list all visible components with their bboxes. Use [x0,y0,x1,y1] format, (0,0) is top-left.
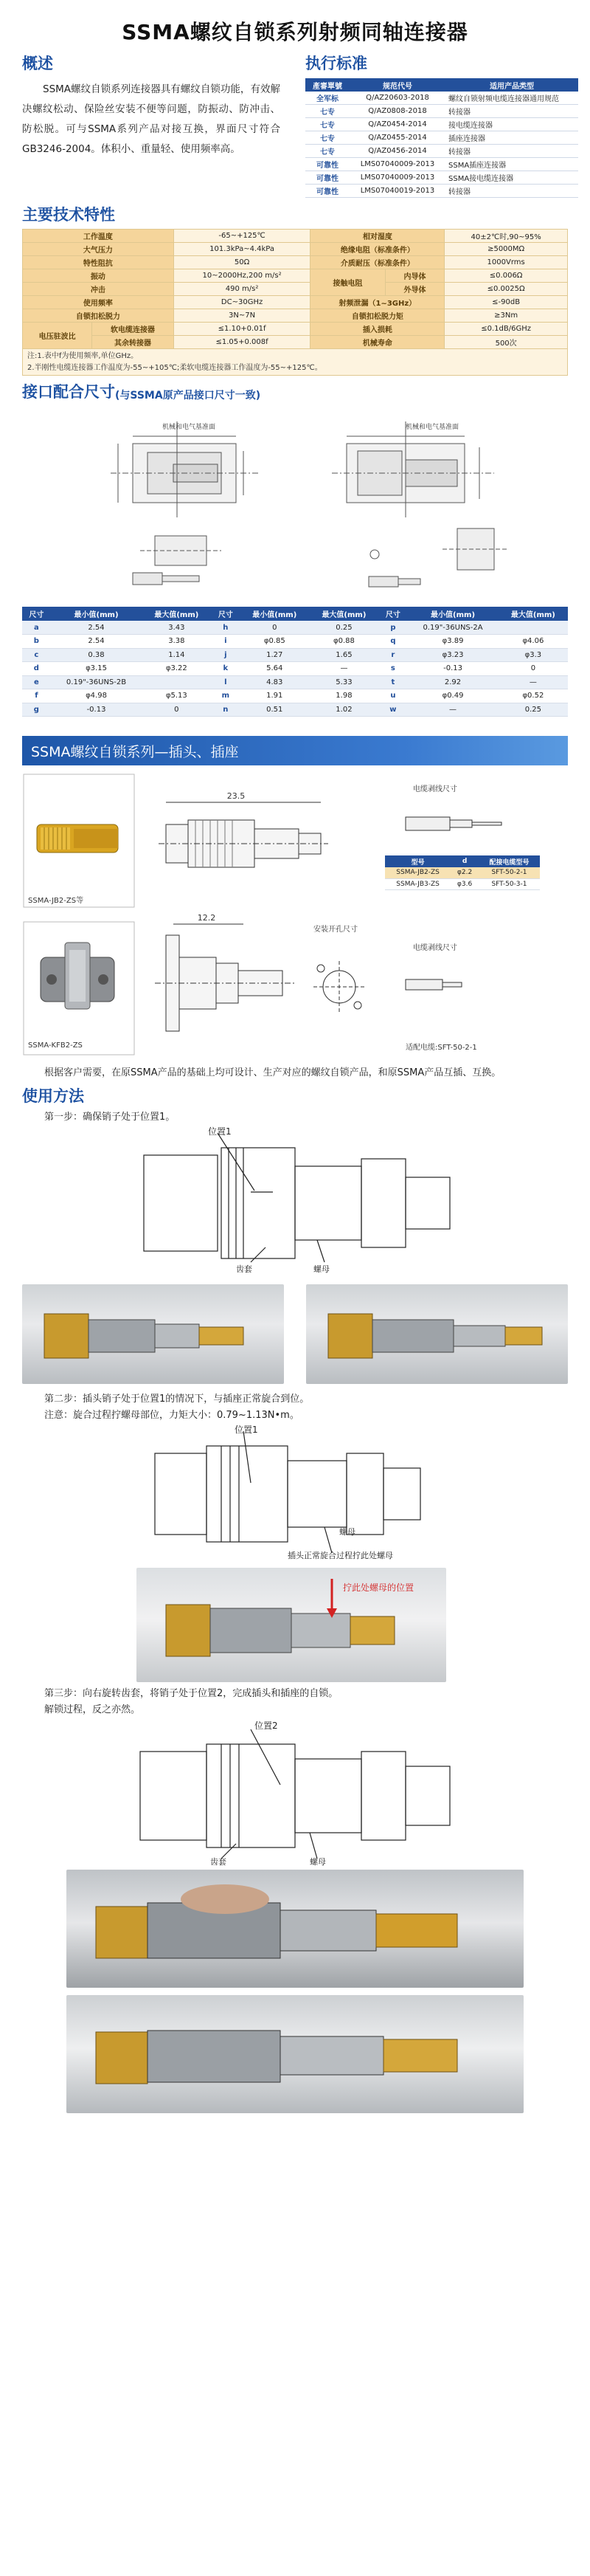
cell: 1.98 [309,689,378,703]
cell: ≥5000MΩ [445,243,568,256]
cell: φ4.06 [499,635,568,649]
step-2-figure [0,1424,590,1564]
cell: φ3.22 [142,662,211,676]
cell: ≤0.006Ω [445,269,568,283]
strip-title: 电缆剥线尺寸 [413,944,457,952]
cell: 0.25 [309,621,378,635]
nut-label: 螺母 [310,1857,326,1866]
cell: h [211,621,240,635]
cell: Q/AZ0456-2014 [350,145,445,158]
cell: SSMA接电缆连接器 [445,171,578,185]
product-area [22,765,568,1061]
cell: 0.51 [240,703,309,717]
cell: -65~+125℃ [173,230,310,243]
cell: 软电缆连接器 [92,323,173,336]
table-row [22,635,568,649]
cell: SSMA插座连接器 [445,158,578,171]
cell: l [211,675,240,689]
nut-label: 螺母 [339,1527,355,1537]
cell: 工作温度 [23,230,174,243]
cell: φ0.52 [499,689,568,703]
cell: 插入损耗 [310,323,445,336]
table-row [22,689,568,703]
cell: t [379,675,408,689]
strip-drawing [406,979,462,990]
cell: 机械寿命 [310,336,445,349]
table-row [23,230,568,243]
table-row [385,867,540,878]
cell: 40±2℃时,90~95% [445,230,568,243]
cell: ≤1.10+0.01f [173,323,310,336]
cell: 自锁扣松脱力矩 [310,309,445,323]
cell: 5.64 [240,662,309,676]
cell: SFT-50-3-1 [479,878,540,889]
cell: 0 [142,703,211,717]
dim-label: 23.5 [226,791,246,801]
interface-drawing [22,407,568,602]
cell: g [22,703,51,717]
cell: SFT-50-2-1 [479,867,540,878]
table-row [385,878,540,889]
table-row [23,349,568,376]
cell: 射频泄漏（1~3GHz） [310,296,445,309]
cell: 1.65 [309,648,378,662]
step-1-photos [0,1277,590,1391]
cell: 七专 [305,131,350,145]
cell: ≤-90dB [445,296,568,309]
cell: 转接器 [445,105,578,118]
cell: 4.83 [240,675,309,689]
mount-title: 安装开孔尺寸 [313,926,358,934]
ref-plane-label: 机械和电气基准面 [162,424,216,431]
table-row [22,648,568,662]
cell: 2.54 [51,621,142,635]
cell: — [407,703,499,717]
cable-table [385,855,540,890]
table-row [305,145,578,158]
gear-label: 齿套 [210,1857,226,1866]
spec-notes: 注:1.表中f为使用频率,单位GHz。 2.半刚性电缆连接器工作温度为-55~+105℃;柔软电缆连接器工作温度为-55~+125℃。 [23,349,568,376]
cell: n [211,703,240,717]
cell: φ3.23 [407,648,499,662]
nut-label: 螺母 [313,1264,330,1274]
cell: 2.92 [407,675,499,689]
cable-header: 配接电缆型号 [479,855,540,867]
cell: w [379,703,408,717]
cell: SSMA-JB3-ZS [385,878,451,889]
overview-text: SSMA螺纹自锁系列连接器具有螺纹自锁功能，有效解决螺纹松动、保险丝安装不便等问题，防振动、防冲击、防松脱。可与SSMA系列产品对接互换，界面尺寸符合GB3246-2004。体积小、重量轻、使用频率高。 [22,83,280,155]
step-3-drawing [0,1718,590,1866]
cable-note: 适配电缆:SFT-50-2-1 [406,1044,477,1052]
cell: 0 [240,621,309,635]
usage-heading: 使用方法 [22,1087,84,1105]
table-row [305,185,578,198]
cell: c [22,648,51,662]
gold-plug-photo [37,824,118,853]
cell: 全军标 [305,92,350,105]
cell: 接电缆连接器 [445,118,578,131]
cell: LMS07040009-2013 [350,158,445,171]
cell: 2.54 [51,635,142,649]
cell: ≤1.05+0.008f [173,336,310,349]
cell: 3.43 [142,621,211,635]
cell: φ3.3 [499,648,568,662]
standards-section [295,52,590,199]
cell: u [379,689,408,703]
cell: 0.25 [499,703,568,717]
cell: 5.33 [309,675,378,689]
cell: φ0.49 [407,689,499,703]
cell: 转接器 [445,185,578,198]
step-1-drawing [0,1126,590,1277]
table-row [305,118,578,131]
cell: 0 [499,662,568,676]
cell: 1.14 [142,648,211,662]
cell: d [22,662,51,676]
cell: k [211,662,240,676]
cell: 0.38 [51,648,142,662]
cell: Q/AZ0808-2018 [350,105,445,118]
interface-drawing-svg [22,407,568,602]
table-row [23,269,568,283]
cell: 1.02 [309,703,378,717]
step-1-photo-b [306,1284,568,1384]
cell: φ5.13 [142,689,211,703]
cell: 绝缘电阻（标准条件） [310,243,445,256]
cell: 其余转接器 [92,336,173,349]
usage-heading-wrap [0,1081,590,1109]
table-row [22,703,568,717]
table-row [22,675,568,689]
product-label: SSMA-KFB2-ZS [28,1041,83,1050]
step-2-drawing [0,1424,590,1564]
table-row [23,256,568,269]
table-row [305,171,578,185]
tech-heading-wrap [0,199,590,229]
step-1-text: 第一步：确保销子处于位置1。 [44,1112,176,1123]
dims-header: 最大值(mm) [309,607,378,621]
page-title: SSMA螺纹自锁系列射频同轴连接器 [122,20,468,44]
cell: 0.19"-36UNS-2B [51,675,142,689]
tech-heading: 主要技术特性 [22,206,115,224]
position-label: 位置1 [208,1126,232,1137]
step-1-photo-a [22,1284,284,1384]
dims-header: 最大值(mm) [499,607,568,621]
step-3-text: 第三步：向右旋转齿套，将销子处于位置2，完成插头和插座的自锁。 [44,1688,339,1699]
cell: 转接器 [445,145,578,158]
dims-header: 尺寸 [211,607,240,621]
product-drawings-svg [22,765,568,1061]
dims-header: 尺寸 [379,607,408,621]
cell: 3N~7N [173,309,310,323]
cell: SSMA-JB2-ZS [385,867,451,878]
cell: 七专 [305,118,350,131]
cell: 可靠性 [305,185,350,198]
cell [142,675,211,689]
cell: 1000Vrms [445,256,568,269]
cell: Q/AZ20603-2018 [350,92,445,105]
dims-heading-wrap [0,376,590,407]
ref-plane-label: 机械和电气基准面 [406,424,459,431]
cell: 外导体 [385,283,445,296]
cell: ≤0.1dB/6GHz [445,323,568,336]
cell: 1.91 [240,689,309,703]
cell: 50Ω [173,256,310,269]
position-label: 位置2 [254,1721,278,1731]
cell: b [22,635,51,649]
table-row [305,131,578,145]
male-interface-drawing [332,421,509,587]
step-3-photo-a-wrap [0,1866,590,1991]
step-2-photo [136,1568,446,1682]
dims-table [22,607,568,717]
cell: 101.3kPa~4.4kPa [173,243,310,256]
step-3-note: 解锁过程，反之亦然。 [44,1704,141,1715]
strip-drawing [406,817,502,830]
dims-header: 最大值(mm) [142,607,211,621]
table-row [23,283,568,296]
cell: a [22,621,51,635]
cell: -0.13 [51,703,142,717]
cell: 相对湿度 [310,230,445,243]
cell: j [211,648,240,662]
cell: LMS07040019-2013 [350,185,445,198]
cell: 500次 [445,336,568,349]
cell: 0.19"-36UNS-2A [407,621,499,635]
table-row [305,158,578,171]
cell: Q/AZ0455-2014 [350,131,445,145]
series-description: 根据客户需要，在原SSMA产品的基础上均可设计、生产对应的螺纹自锁产品，和原SSMA产品互插、互换。 [44,1067,502,1078]
cell: 大气压力 [23,243,174,256]
cell: -0.13 [407,662,499,676]
step-2-note: 注意：旋合过程拧螺母部位，力矩大小：0.79~1.13N•m。 [44,1410,299,1421]
spec-table [22,229,568,376]
table-row [22,621,568,635]
table-row [305,105,578,118]
cell: φ3.15 [51,662,142,676]
female-interface-drawing [111,421,258,585]
photo-note: 拧此处螺母的位置 [343,1583,414,1593]
nut-note-label: 插头正常旋合过程拧此处螺母 [288,1551,393,1560]
cell: DC~30GHz [173,296,310,309]
plug-drawing [159,802,328,867]
cell: φ3.6 [451,878,479,889]
table-row [23,243,568,256]
step-1-figure [0,1126,590,1277]
cell [499,621,568,635]
dims-header: 尺寸 [22,607,51,621]
cell: 内导体 [385,269,445,283]
cell: 1.27 [240,648,309,662]
standards-table [305,78,578,198]
overview-section [0,52,295,199]
step-3-photo-b-wrap [0,1991,590,2117]
cell: 10~2000Hz,200 m/s² [173,269,310,283]
product-label: SSMA-JB2-ZS等 [28,897,84,905]
table-row [23,296,568,309]
cell: φ0.85 [240,635,309,649]
cell: 特性阻抗 [23,256,174,269]
cell: Q/AZ0454-2014 [350,118,445,131]
standards-heading: 执行标准 [305,55,367,72]
cell: 可靠性 [305,171,350,185]
cell: ≥3Nm [445,309,568,323]
table-row [23,323,568,336]
cell: 介质耐压（标准条件） [310,256,445,269]
standards-header: 规范代号 [350,78,445,92]
position-label: 位置1 [235,1425,258,1435]
cell: — [499,675,568,689]
socket-drawing [155,924,295,1031]
strip-title: 电缆剥线尺寸 [413,785,457,793]
cell: 接触电阻 [310,269,385,296]
cell: 490 m/s² [173,283,310,296]
cell: φ4.98 [51,689,142,703]
cell: e [22,675,51,689]
cell: 冲击 [23,283,174,296]
dims-header: 最小值(mm) [51,607,142,621]
dims-header: 最小值(mm) [240,607,309,621]
table-row [23,336,568,349]
cell: 振动 [23,269,174,283]
cell: p [379,621,408,635]
step-3-photo-b [66,1995,524,2113]
cell: 使用频率 [23,296,174,309]
gear-label: 齿套 [236,1264,252,1274]
top-section [0,52,590,199]
series-banner: SSMA螺纹自锁系列—插头、插座 [22,736,568,765]
cell: φ0.88 [309,635,378,649]
step-3-figure [0,1718,590,1866]
cell: m [211,689,240,703]
table-row [22,662,568,676]
dims-heading: 接口配合尺寸 [22,383,115,401]
table-row [23,309,568,323]
cell: f [22,689,51,703]
cell: 可靠性 [305,158,350,171]
cell: i [211,635,240,649]
cell: 自锁扣松脱力 [23,309,174,323]
cell: φ3.89 [407,635,499,649]
dim-label: 12.2 [197,913,216,923]
step-3-photo-a [66,1870,524,1988]
dims-header: 最小值(mm) [407,607,499,621]
cell: 插座连接器 [445,131,578,145]
step-2-text: 第二步：插头销子处于位置1的情况下，与插座正常旋合到位。 [44,1394,310,1405]
cell: — [309,662,378,676]
cell: s [379,662,408,676]
cell: 螺纹自锁射频电缆连接器通用规范 [445,92,578,105]
cell: 七专 [305,105,350,118]
standards-header: 适用产品类型 [445,78,578,92]
cell: q [379,635,408,649]
cable-header: d [451,855,479,867]
cell: 七专 [305,145,350,158]
table-row [305,92,578,105]
cell: φ2.2 [451,867,479,878]
standards-header: 產審單號 [305,78,350,92]
dims-subheading: (与SSMA原产品接口尺寸一致) [115,390,261,402]
overview-heading: 概述 [22,55,53,72]
step-2-photo-wrap [0,1564,590,1686]
mount-hole-drawing [313,961,365,1013]
cell: 3.38 [142,635,211,649]
cable-header: 型号 [385,855,451,867]
cell: LMS07040009-2013 [350,171,445,185]
cell: 电压驻波比 [23,323,92,349]
cell: ≤0.0025Ω [445,283,568,296]
cell: r [379,648,408,662]
